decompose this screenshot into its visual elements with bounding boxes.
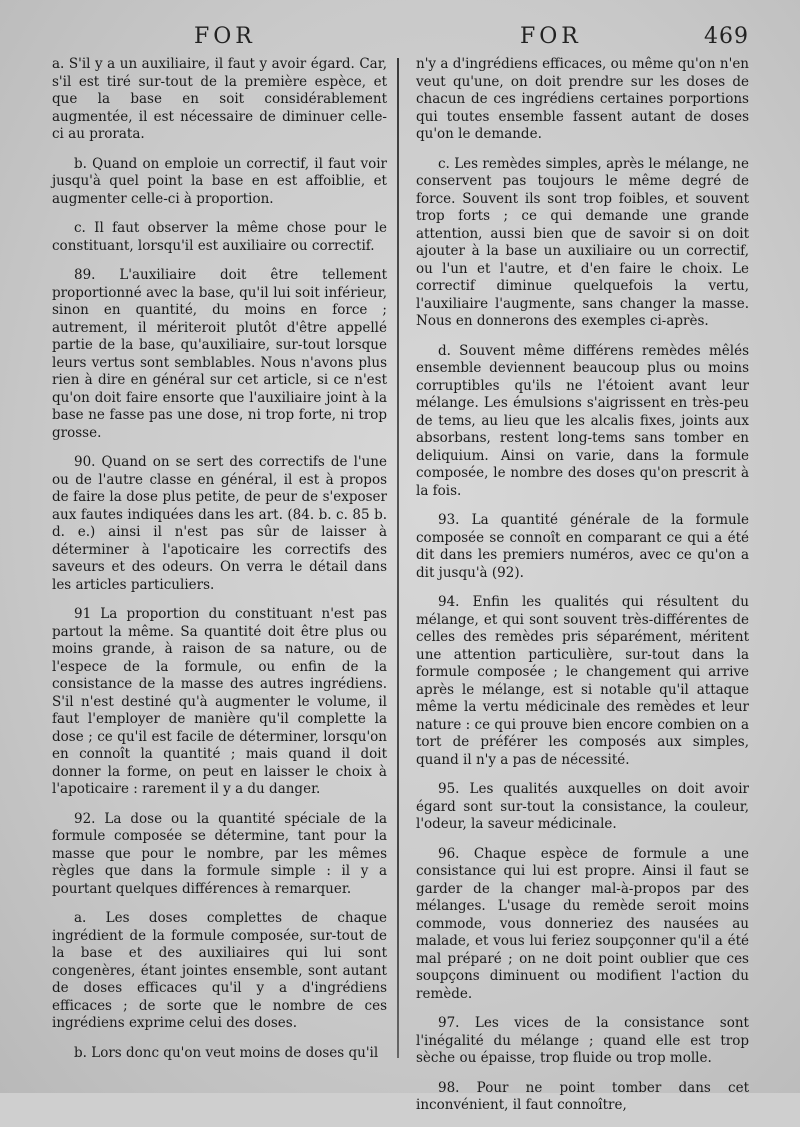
paragraph-88c: c. Il faut observer la même chose pour le constituant, lorsqu'il est auxiliaire ou correctif.: [52, 220, 387, 254]
header-right-title: FOR: [520, 24, 582, 49]
paragraph-88b: b. Quand on emploie un correctif, il faut voir jusqu'à quel point la base en est affoiblie, et augmenter celle-ci à proportion.: [52, 155, 387, 207]
paragraph-98: 98. Pour ne point tomber dans cet inconvénient, il faut connoître,: [416, 1079, 749, 1113]
paragraph-90: 90. Quand on se sert des correctifs de l'une ou de l'autre classe en général, il est à propos de faire la dose plus petite, de peur de s'exposer aux fautes indiquées dans les art. (84. b. c. 85 b. d. e.) ainsi il n'est pas sûr de laisser à déterminer à l'apoticaire les correctifs des saveurs et des odeurs. On verra le détail dans les articles particuliers.: [52, 454, 387, 593]
paragraph-92a: a. Les doses complettes de chaque ingrédient de la formule composée, sur-tout de la base et des auxiliaires qui lui sont congenères, étant jointes ensemble, sont autant de doses efficaces qu'il y a d'ingrédiens efficaces ; de sorte que le nombre de ces ingrédiens exprime celui des doses.: [52, 910, 387, 1031]
right-column: [416, 56, 749, 1127]
paragraph-89: 89. L'auxiliaire doit être tellement proportionné avec la base, qu'il lui soit inférieur, sinon en quantité, du moins en force ; autrement, il mériteroit plutôt d'être appellé partie de la base, qu'auxiliaire, sur-tout lorsque leurs vertus sont semblables. Nous n'avons plus rien à dire en général sur cet article, si ce n'est qu'on doit faire ensorte que l'auxiliaire joint à la base ne fasse pas une dose, ni trop forte, ni trop grosse.: [52, 267, 387, 441]
paragraph-93: 93. La quantité générale de la formule composée se connoît en comparant ce qui a été dit dans les premiers numéros, avec ce qu'on a dit jusqu'à (92).: [416, 512, 749, 581]
paragraph-92d: d. Souvent même différens remèdes mêlés ensemble deviennent beaucoup plus ou moins corruptibles qu'ils ne l'étoient avant leur mélange. Les émulsions s'aigrissent en très-peu de tems, au lieu que les alcalis fixes, joints aux absorbans, restent long-tems sans tomber en deliquium. Ainsi on varie, dans la formule composée, le nombre des doses qu'on prescrit à la fois.: [416, 342, 749, 499]
paragraph-97: 97. Les vices de la consistance sont l'inégalité du mélange ; quand elle est trop sèche ou épaisse, trop fluide ou trop molle.: [416, 1015, 749, 1066]
paragraph-95: 95. Les qualités auxquelles on doit avoir égard sont sur-tout la consistance, la couleur, l'odeur, la saveur médicinale.: [416, 781, 749, 832]
paragraph-88a: a. S'il y a un auxiliaire, il faut y avoir égard. Car, s'il est tiré sur-tout de la première espèce, et que la base en soit considérablement augmentée, il est nécessaire de diminuer celle-ci au prorata.: [52, 56, 387, 142]
paragraph-92: 92. La dose ou la quantité spéciale de la formule composée se détermine, tant pour la masse que pour le nombre, par les mêmes règles que dans la formule simple : il y a pourtant quelques différences à remarquer.: [52, 810, 387, 897]
paragraph-92b-continued: n'y a d'ingrédiens efficaces, ou même qu'on n'en veut qu'une, on doit prendre sur les doses de chacun de ces ingrédiens certaines porportions qui toutes ensemble fassent autant de doses qu'on le demande.: [416, 56, 749, 142]
paragraph-91: 91 La proportion du constituant n'est pas partout la même. Sa quantité doit être plus ou moins grande, à raison de sa nature, ou de l'espece de la formule, ou enfin de la consistance de la masse des autres ingrédiens. S'il n'est destiné qu'à augmenter le volume, il faut l'employer de manière qu'il complette la dose ; ce qu'il est facile de déterminer, lorsqu'on en connoît la quantité ; mais quand il doit donner la forme, on peut en laisser le choix à l'apoticaire : rarement il y a du danger.: [52, 606, 387, 797]
paragraph-92b: b. Lors donc qu'on veut moins de doses qu'il: [74, 1044, 379, 1061]
paragraph-92c: c. Les remèdes simples, après le mélange, ne conservent pas toujours le même degré de force. Souvent ils sont trop foibles, et souvent trop forts ; ce qui demande une grande attention, aussi bien que de savoir si on doit ajouter à la base un auxiliaire ou un correctif, ou l'un et l'autre, et d'en faire le choix. Le correctif diminue quelquefois la vertu, l'auxiliaire l'augmente, sans changer la masse. Nous en donnerons des exemples ci-après.: [416, 155, 749, 329]
running-header: [0, 22, 800, 56]
paragraph-94: 94. Enfin les qualités qui résultent du mélange, et qui sont souvent très-différentes de celles des remèdes pris séparément, méritent une attention particulière, sur-tout dans la formule composée ; le changement qui arrive après le mélange, est si notable qu'il attaque même la vertu médicinale des remèdes et leur nature : ce qui prouve bien encore combien on a tort de préférer les composés aux simples, quand il n'y a pas de nécessité.: [416, 594, 749, 768]
page-number: 469: [704, 24, 749, 49]
paragraph-96: 96. Chaque espèce de formule a une consistance qui lui est propre. Ainsi il faut se garder de la changer mal-à-propos par des mélanges. L'usage du remède seroit moins commode, vous donneriez des nausées au malade, et vous lui feriez soupçonner qu'il a été mal préparé ; on ne doit point oublier que ces soupçons diminuent ou modifient l'action du remède.: [416, 845, 749, 1002]
column-divider: [397, 58, 399, 1058]
left-column: [52, 56, 387, 1074]
header-left-title: FOR: [194, 24, 256, 49]
